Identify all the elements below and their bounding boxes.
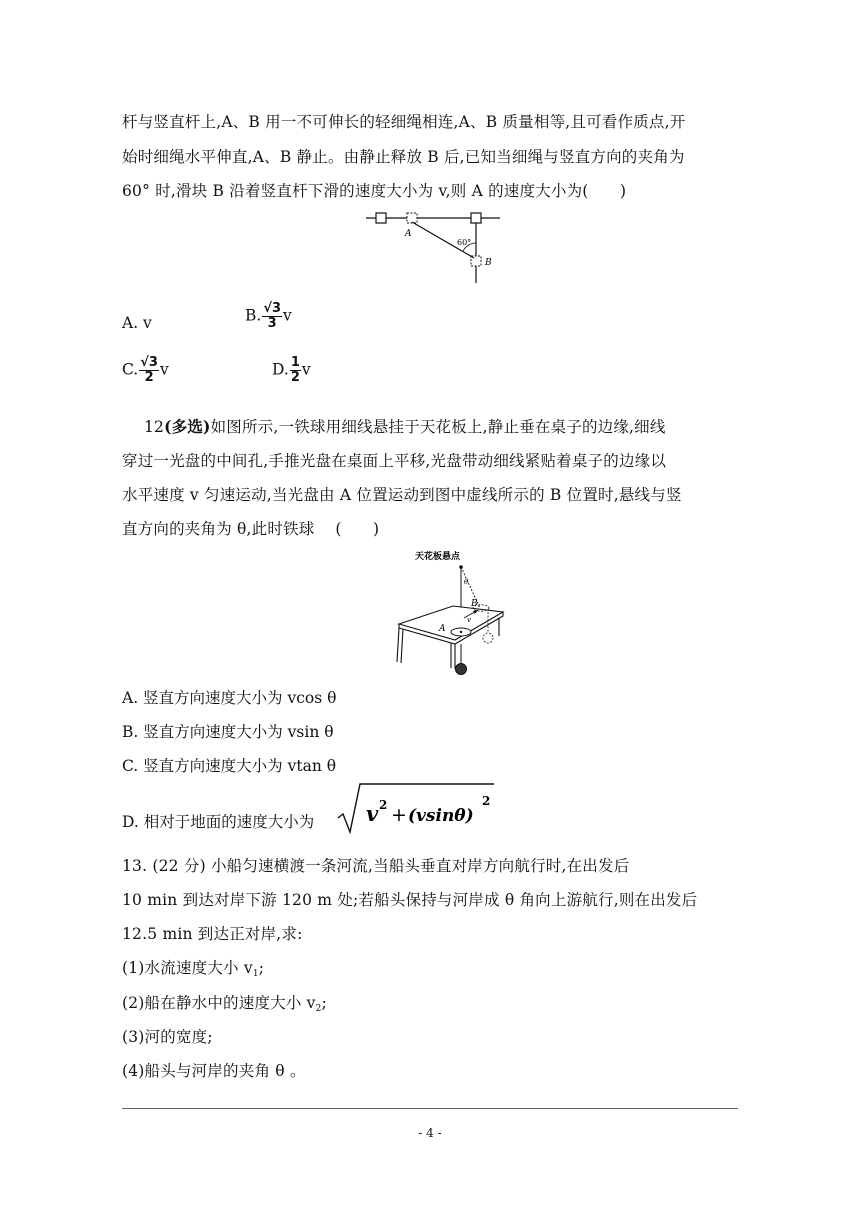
formula-sup-1: 2 bbox=[379, 798, 388, 812]
formula-v: v bbox=[366, 801, 379, 826]
q13-item-3: (3)河的宽度; bbox=[122, 1028, 213, 1046]
q11-option-c bbox=[122, 356, 169, 385]
denominator: 2 bbox=[144, 370, 154, 385]
q12-tag: (多选) bbox=[164, 417, 211, 436]
q13-line-3: 12.5 min 到达正对岸,求: bbox=[122, 925, 303, 943]
option-label: D. bbox=[272, 360, 289, 379]
q13-item-1 bbox=[122, 958, 264, 984]
fig-title: 天花板悬点 bbox=[415, 552, 461, 562]
disc-hole bbox=[460, 631, 462, 633]
q12-option-b: B. 竖直方向速度大小为 vsin θ bbox=[122, 723, 334, 741]
formula-plus: + bbox=[391, 804, 407, 826]
item-end: ; bbox=[258, 959, 265, 977]
fig-label-a: A bbox=[405, 229, 412, 239]
fig-angle-label: 60° bbox=[457, 238, 472, 247]
fig-label-v: v bbox=[467, 616, 471, 624]
q12-option-d-formula bbox=[336, 780, 496, 836]
formula-inner: (vsinθ) bbox=[408, 806, 474, 826]
denominator: 2 bbox=[290, 370, 300, 385]
numerator: √3 bbox=[263, 301, 282, 316]
footer-rule bbox=[122, 1108, 738, 1109]
q11-option-b bbox=[245, 302, 292, 331]
table-leg-front bbox=[451, 643, 455, 669]
q12-option-d: D. 相对于地面的速度大小为 bbox=[122, 813, 315, 831]
item-subscript: 1 bbox=[252, 969, 259, 979]
slider-b-initial bbox=[471, 213, 481, 223]
q13-line-2: 10 min 到达对岸下游 120 m 处;若船头保持与河岸成 θ 角向上游航行,则在出发后 bbox=[122, 891, 698, 909]
q12-figure bbox=[385, 548, 515, 678]
fig-label-b: B bbox=[485, 258, 492, 268]
denominator: 3 bbox=[267, 316, 277, 331]
q11-option-d bbox=[272, 356, 311, 385]
q12-line-4: 直方向的夹角为 θ,此时铁球 ( ) bbox=[122, 520, 380, 538]
q11-line-1: 杆与竖直杆上,A、B 用一不可伸长的轻细绳相连,A、B 质量相等,且可看作质点,开 bbox=[122, 113, 686, 131]
fig-label-b: B bbox=[471, 599, 478, 609]
option-suffix: v bbox=[159, 360, 169, 379]
item-subscript: 2 bbox=[315, 1004, 322, 1014]
q11-line-2: 始时细绳水平伸直,A、B 静止。由静止释放 B 后,已知当细绳与竖直方向的夹角为 bbox=[122, 148, 685, 166]
q13-item-2 bbox=[122, 993, 327, 1019]
table-leg-left bbox=[397, 628, 403, 663]
item-end: ; bbox=[321, 994, 328, 1012]
item-text: (1)水流速度大小 v bbox=[122, 959, 253, 977]
q12-option-a: A. 竖直方向速度大小为 vcos θ bbox=[122, 689, 337, 707]
q12-number: 12 bbox=[144, 418, 165, 436]
q13-line-1: 13. (22 分) 小船匀速横渡一条河流,当船头垂直对岸方向航行时,在出发后 bbox=[122, 857, 630, 875]
fraction bbox=[262, 302, 282, 331]
option-suffix: v bbox=[283, 306, 292, 325]
q13-item-4: (4)船头与河岸的夹角 θ 。 bbox=[122, 1062, 306, 1080]
fraction bbox=[290, 356, 301, 385]
q12-line-1-text: 如图所示,一铁球用细线悬挂于天花板上,静止垂在桌子的边缘,细线 bbox=[210, 418, 666, 436]
iron-ball bbox=[456, 664, 467, 675]
q11-figure bbox=[360, 205, 510, 285]
ball-dashed bbox=[483, 633, 493, 643]
item-text: (2)船在静水中的速度大小 v bbox=[122, 994, 316, 1012]
q12-line-1 bbox=[144, 417, 666, 437]
numerator: √3 bbox=[140, 355, 158, 370]
option-label: B. bbox=[245, 306, 262, 325]
q12-line-3: 水平速度 v 匀速运动,当光盘由 A 位置运动到图中虚线所示的 B 位置时,悬线与竖 bbox=[122, 486, 682, 504]
numerator: 1 bbox=[290, 355, 300, 370]
page-number: - 4 - bbox=[418, 1126, 442, 1140]
q12-option-c: C. 竖直方向速度大小为 vtan θ bbox=[122, 757, 337, 775]
q12-line-2: 穿过一光盘的中间孔,手推光盘在桌面上平移,光盘带动细线紧贴着桌子的边缘以 bbox=[122, 452, 667, 470]
slider-left-initial bbox=[376, 213, 386, 223]
slider-a bbox=[407, 213, 417, 223]
option-suffix: v bbox=[301, 360, 311, 379]
fig-label-a: A bbox=[439, 624, 446, 634]
fig-label-theta: θ bbox=[464, 578, 469, 586]
q11-option-a: A. v bbox=[122, 314, 152, 332]
q11-line-3: 60° 时,滑块 B 沿着竖直杆下滑的速度大小为 v,则 A 的速度大小为( ) bbox=[122, 182, 627, 200]
formula-sup-2: 2 bbox=[482, 794, 491, 808]
fraction bbox=[139, 356, 159, 385]
table-top bbox=[399, 606, 503, 640]
option-label: C. bbox=[122, 360, 139, 379]
